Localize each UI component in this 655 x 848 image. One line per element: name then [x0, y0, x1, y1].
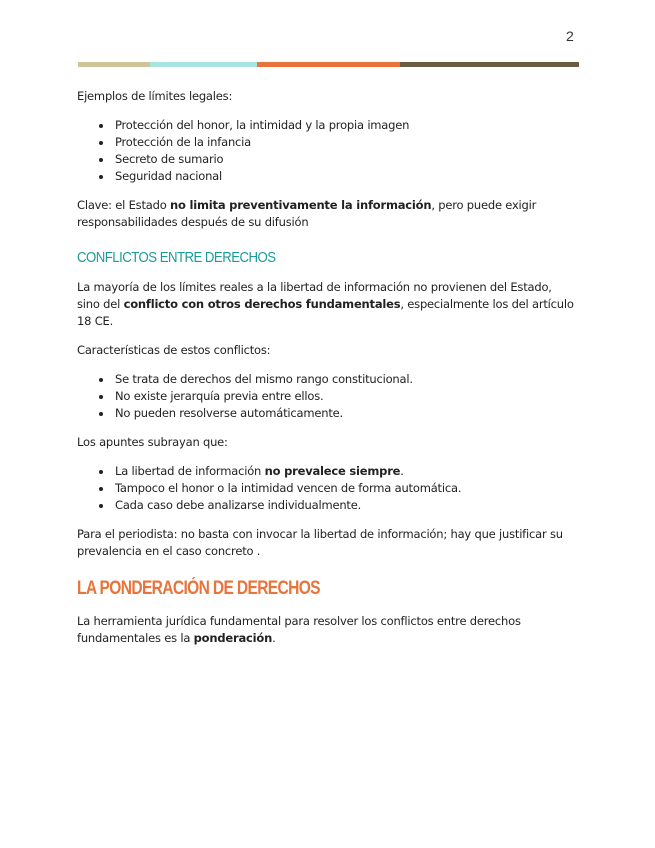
- conflicts-paragraph-prefix: La mayoría de los límites reales a la libertad de información no provienen del Estado, sino del: [77, 280, 552, 311]
- color-bar-segment-4: [400, 62, 579, 67]
- list-item: No existe jerarquía previa entre ellos.: [77, 388, 577, 405]
- intro-label: Ejemplos de límites legales:: [77, 89, 233, 103]
- color-bar-segment-3: [257, 62, 400, 67]
- list-item: Tampoco el honor o la intimidad vencen de forma automática.: [77, 480, 577, 497]
- key-note-suffix: , pero puede exigir responsabilidades después de su difusión: [77, 198, 537, 229]
- key-note: [77, 197, 577, 231]
- document-body: [77, 88, 577, 647]
- note-suffix: .: [400, 464, 404, 478]
- list-item: [77, 463, 577, 480]
- characteristics-label: Características de estos conflictos:: [77, 343, 271, 357]
- header-color-bar: [78, 62, 579, 67]
- notes-label: Los apuntes subrayan que:: [77, 435, 228, 449]
- weighing-paragraph-prefix: La herramienta jurídica fundamental para resolver los conflictos entre derechos fundamentales es la: [77, 614, 521, 645]
- list-item: Cada caso debe analizarse individualmente.: [77, 497, 577, 514]
- color-bar-segment-1: [78, 62, 150, 67]
- weighing-paragraph: [77, 613, 577, 647]
- weighing-paragraph-suffix: .: [272, 631, 276, 645]
- list-item: Se trata de derechos del mismo rango constitucional.: [77, 371, 577, 388]
- list-item: Protección de la infancia: [77, 134, 577, 151]
- legal-limits-list: [77, 117, 577, 185]
- section-heading-weighing: LA PONDERACIÓN DE DERECHOS: [77, 578, 320, 599]
- page-number: 2: [566, 28, 574, 44]
- list-item: Secreto de sumario: [77, 151, 577, 168]
- weighing-paragraph-bold: ponderación: [193, 631, 273, 645]
- note-bold: no prevalece siempre: [264, 464, 401, 478]
- list-item: No pueden resolverse automáticamente.: [77, 405, 577, 422]
- section-heading-conflicts: CONFLICTOS ENTRE DERECHOS: [77, 249, 276, 266]
- color-bar-segment-2: [150, 62, 257, 67]
- list-item: Seguridad nacional: [77, 168, 577, 185]
- conflicts-paragraph-bold: conflicto con otros derechos fundamentales: [123, 297, 401, 311]
- key-note-prefix: Clave: el Estado: [77, 198, 171, 212]
- list-item: Protección del honor, la intimidad y la propia imagen: [77, 117, 577, 134]
- journalist-note: Para el periodista: no basta con invocar la libertad de información; hay que justificar su prevalencia en el caso concreto .: [77, 527, 563, 558]
- conflicts-paragraph: [77, 279, 577, 330]
- characteristics-list: [77, 371, 577, 422]
- key-note-bold: no limita preventivamente la información: [170, 198, 432, 212]
- notes-list: [77, 463, 577, 514]
- note-prefix: La libertad de información: [115, 464, 265, 478]
- conflicts-paragraph-suffix: , especialmente los del artículo 18 CE.: [77, 297, 574, 328]
